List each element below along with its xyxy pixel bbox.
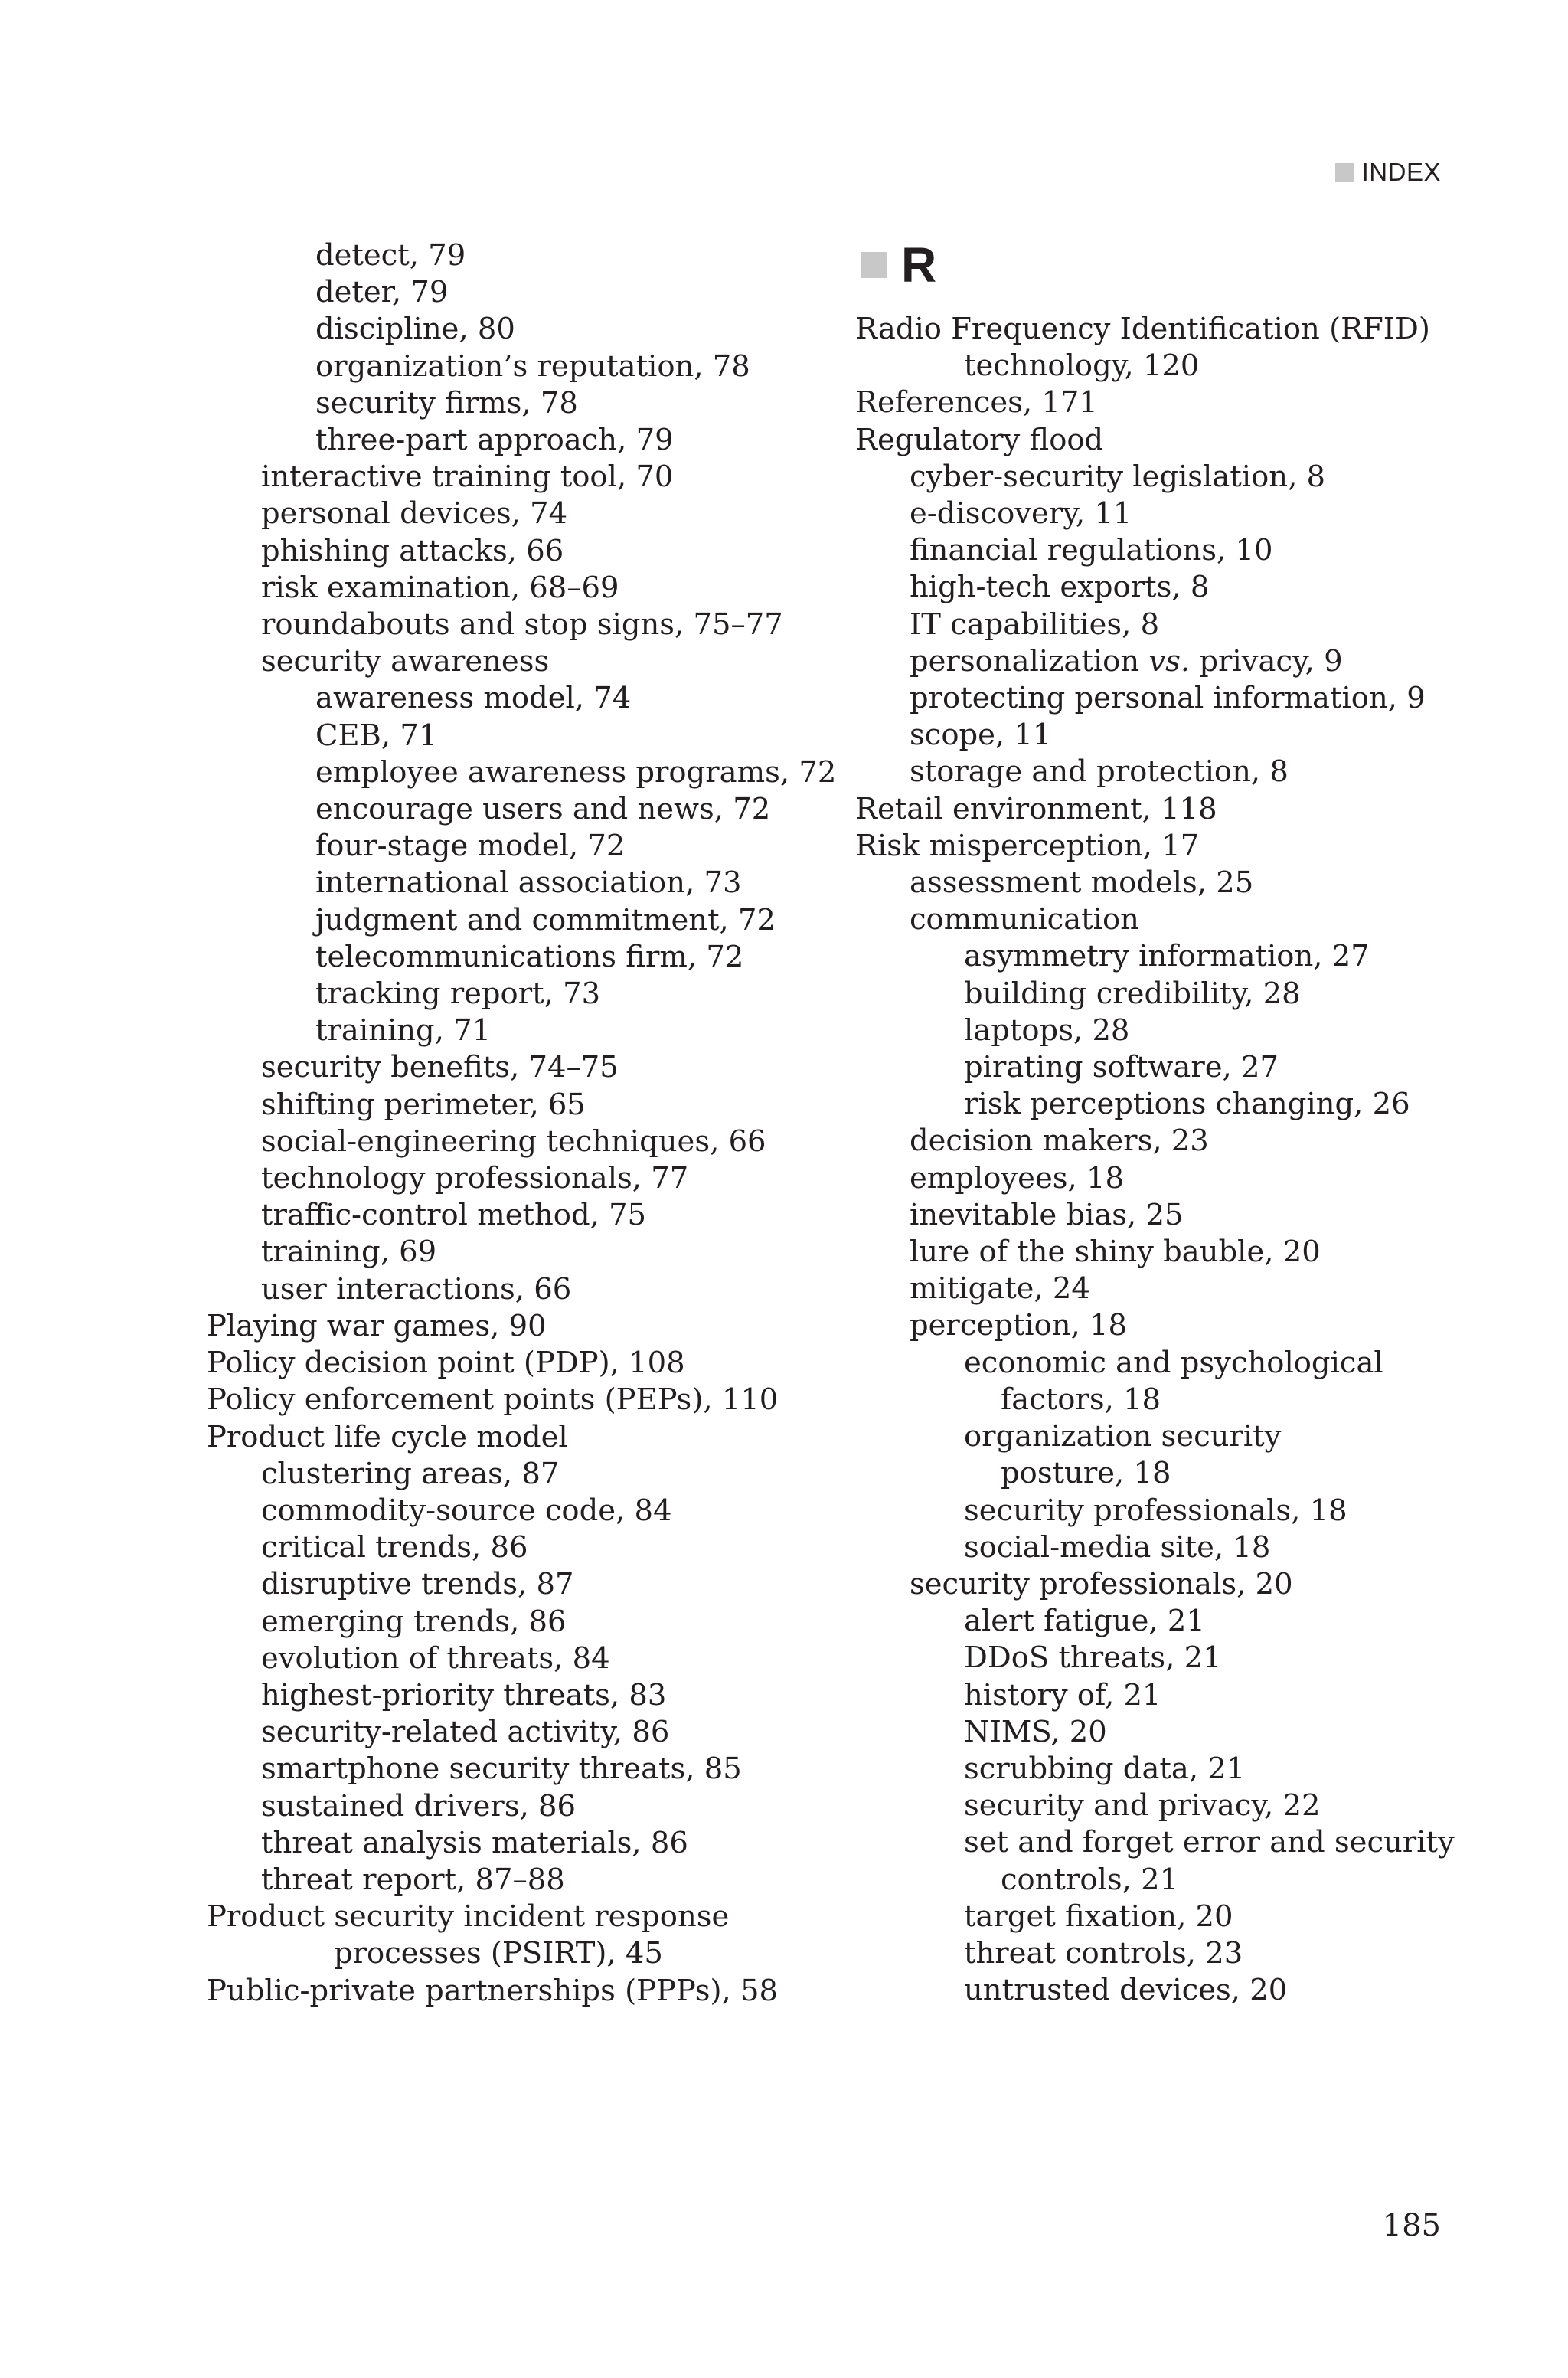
index-entry: security-related activity, 86	[261, 1715, 670, 1750]
section-letter: R	[901, 237, 937, 293]
running-head-label: INDEX	[1361, 158, 1441, 186]
index-entry: personal devices, 74	[261, 496, 568, 532]
square-bullet-icon	[1335, 163, 1354, 182]
index-entry: smartphone security threats, 85	[261, 1752, 742, 1787]
index-entry: protecting personal information, 9	[910, 681, 1426, 716]
index-entry: security benefits, 74–75	[261, 1050, 619, 1085]
index-entry: security professionals, 18	[964, 1493, 1348, 1528]
index-entry: Playing war games, 90	[207, 1308, 547, 1343]
index-entry: IT capabilities, 8	[910, 607, 1160, 642]
index-entry: decision makers, 23	[910, 1124, 1209, 1159]
index-entry: assessment models, 25	[910, 865, 1254, 901]
index-entry: disruptive trends, 87	[261, 1567, 574, 1602]
index-entry-list	[855, 311, 1468, 2009]
index-entry: sustained drivers, 86	[261, 1788, 577, 1824]
index-entry: financial regulations, 10	[910, 533, 1273, 568]
index-entry: Regulatory flood	[855, 422, 1104, 457]
index-entry: Radio Frequency Identification (RFID)	[855, 312, 1430, 346]
index-entry: threat analysis materials, 86	[261, 1825, 688, 1860]
index-entry: judgment and commitment, 72	[315, 902, 776, 937]
index-entry: technology professionals, 77	[261, 1161, 689, 1196]
index-entry: DDoS threats, 21	[964, 1640, 1222, 1676]
index-entry: building credibility, 28	[964, 976, 1301, 1011]
index-entry: threat report, 87–88	[261, 1862, 565, 1897]
index-entry: Retail environment, 118	[855, 791, 1217, 826]
index-entry: mitigate, 24	[910, 1271, 1090, 1307]
index-entry: factors, 18	[1001, 1382, 1161, 1417]
index-column-left	[207, 237, 837, 2010]
index-entry: history of, 21	[964, 1677, 1161, 1712]
index-entry: deter, 79	[315, 275, 449, 310]
index-entry: risk examination, 68–69	[261, 570, 619, 605]
index-column-right	[855, 237, 1468, 2009]
index-entry: Risk misperception, 17	[855, 828, 1200, 863]
index-entry: untrusted devices, 20	[964, 1973, 1288, 2008]
index-entry: user interactions, 66	[261, 1271, 572, 1307]
index-entry: Policy decision point (PDP), 108	[207, 1346, 685, 1381]
index-entry: threat controls, 23	[964, 1935, 1243, 1971]
index-entry: target fixation, 20	[964, 1899, 1233, 1934]
index-entry: e-discovery, 11	[910, 496, 1132, 532]
index-entry: highest-priority threats, 83	[261, 1677, 667, 1712]
index-entry: training, 71	[315, 1013, 492, 1048]
index-entry: set and forget error and security	[964, 1825, 1455, 1860]
index-entry: Product security incident response	[207, 1899, 730, 1935]
index-entry: Policy enforcement points (PEPs), 110	[207, 1382, 779, 1418]
index-entry: employee awareness programs, 72	[315, 754, 837, 790]
square-bullet-icon	[861, 252, 887, 278]
index-entry: pirating software, 27	[964, 1050, 1279, 1085]
index-entry: telecommunications firm, 72	[315, 939, 744, 974]
index-entry: interactive training tool, 70	[261, 460, 674, 495]
index-entry: roundabouts and stop signs, 75–77	[261, 607, 783, 643]
index-entry: security awareness	[261, 644, 550, 679]
index-entry: social-engineering techniques, 66	[261, 1124, 766, 1159]
index-entry: detect, 79	[315, 238, 466, 273]
italic-term: vs.	[1148, 643, 1191, 679]
index-entry: economic and psychological	[964, 1345, 1383, 1380]
index-entry: asymmetry information, 27	[964, 939, 1370, 974]
index-entry: processes (PSIRT), 45	[334, 1936, 663, 1971]
index-entry: employees, 18	[910, 1160, 1124, 1196]
index-entry: alert fatigue, 21	[964, 1604, 1205, 1639]
index-entry: perception, 18	[910, 1308, 1128, 1343]
index-entry: scope, 11	[910, 718, 1052, 753]
index-entry: controls, 21	[1001, 1862, 1179, 1897]
index-entry: security firms, 78	[315, 385, 578, 420]
index-entry: References, 171	[855, 385, 1098, 420]
index-entry: posture, 18	[1001, 1456, 1171, 1491]
index-entry: security professionals, 20	[910, 1566, 1293, 1601]
index-entry: training, 69	[261, 1235, 437, 1270]
page-number: 185	[1382, 2208, 1441, 2243]
index-entry: NIMS, 20	[964, 1714, 1107, 1749]
index-entry: organization security	[964, 1419, 1282, 1454]
index-entry: lure of the shiny bauble, 20	[910, 1235, 1321, 1270]
index-entry: shifting perimeter, 65	[261, 1087, 586, 1122]
index-entry: tracking report, 73	[315, 976, 601, 1012]
index-entry: Public-private partnerships (PPPs), 58	[207, 1973, 779, 2008]
index-entry: storage and protection, 8	[910, 754, 1289, 790]
index-entry: risk perceptions changing, 26	[964, 1087, 1410, 1122]
index-entry: evolution of threats, 84	[261, 1640, 610, 1676]
index-entry: emerging trends, 86	[261, 1604, 567, 1639]
index-entry: security and privacy, 22	[964, 1788, 1321, 1824]
section-heading	[855, 237, 1468, 293]
index-entry: scrubbing data, 21	[964, 1751, 1246, 1786]
index-entry: CEB, 71	[315, 718, 438, 753]
index-entry: international association, 73	[315, 865, 742, 901]
index-entry: three-part approach, 79	[315, 423, 674, 458]
index-entry: clustering areas, 87	[261, 1456, 560, 1491]
index-entry: high-tech exports, 8	[910, 570, 1210, 605]
index-entry: organization’s reputation, 78	[315, 348, 750, 384]
index-entry: encourage users and news, 72	[315, 792, 771, 827]
index-entry: communication	[910, 902, 1139, 937]
index-entry: personalization vs. privacy, 9	[910, 643, 1343, 679]
index-entry: critical trends, 86	[261, 1530, 528, 1565]
index-entry: four-stage model, 72	[315, 829, 626, 864]
index-entry: discipline, 80	[315, 312, 515, 347]
index-entry: commodity-source code, 84	[261, 1493, 672, 1528]
index-entry: cyber-security legislation, 8	[910, 459, 1326, 494]
index-entry: traffic-control method, 75	[261, 1198, 647, 1233]
running-head	[1335, 158, 1441, 187]
index-entry: laptops, 28	[964, 1012, 1130, 1048]
index-entry: awareness model, 74	[315, 681, 632, 716]
index-entry: social-media site, 18	[964, 1529, 1271, 1565]
index-entry: phishing attacks, 66	[261, 533, 564, 568]
index-entry: inevitable bias, 25	[910, 1197, 1184, 1232]
index-entry: technology, 120	[964, 348, 1200, 384]
index-entry: Product life cycle model	[207, 1419, 568, 1454]
